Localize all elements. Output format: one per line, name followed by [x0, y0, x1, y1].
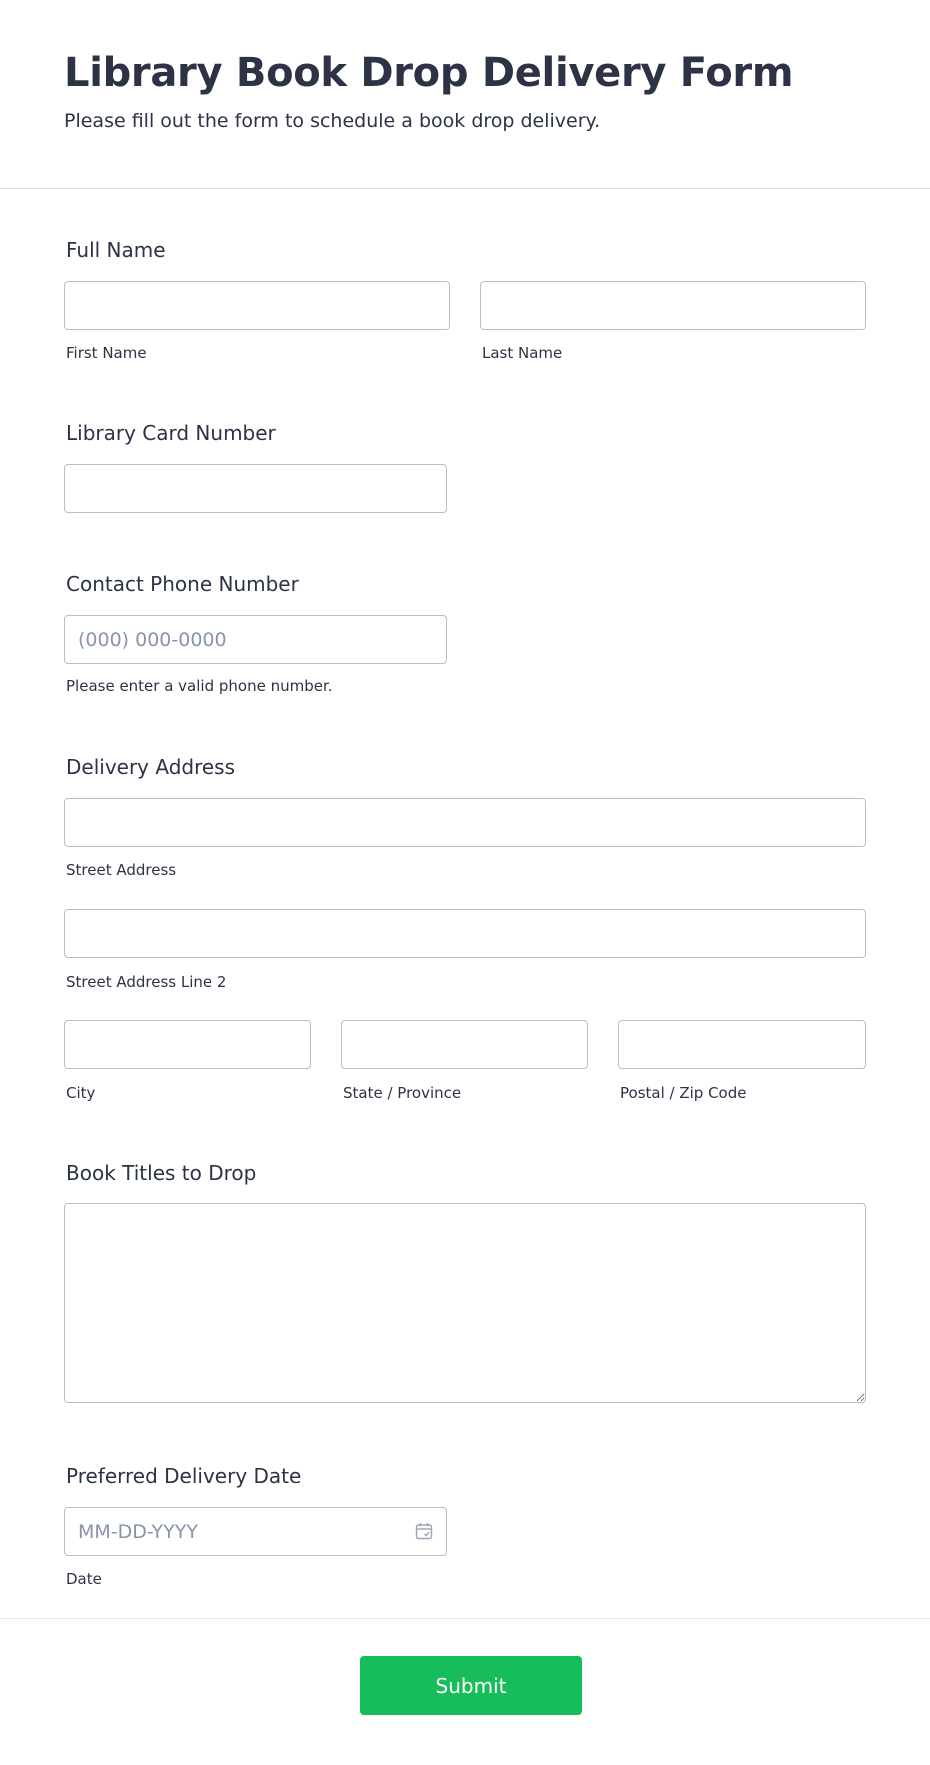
last-name-input[interactable]: [480, 281, 866, 330]
phone-input[interactable]: [64, 615, 447, 664]
street-address-sublabel: Street Address: [66, 861, 177, 879]
state-sublabel: State / Province: [343, 1084, 462, 1102]
phone-hint: Please enter a valid phone number.: [66, 677, 333, 695]
delivery-date-input[interactable]: [64, 1507, 447, 1556]
form-subtitle: Please fill out the form to schedule a book drop delivery.: [64, 110, 601, 132]
city-input[interactable]: [64, 1020, 311, 1069]
library-card-label: Library Card Number: [66, 421, 276, 445]
delivery-date-label: Preferred Delivery Date: [66, 1464, 302, 1488]
footer-divider: [0, 1618, 930, 1619]
delivery-date-sublabel: Date: [66, 1570, 102, 1588]
phone-label: Contact Phone Number: [66, 572, 299, 596]
street-address-line2-sublabel: Street Address Line 2: [66, 973, 227, 991]
state-input[interactable]: [341, 1020, 588, 1069]
form-header: [0, 0, 930, 189]
zip-input[interactable]: [618, 1020, 866, 1069]
calendar-icon[interactable]: [415, 1522, 433, 1540]
book-titles-label: Book Titles to Drop: [66, 1161, 257, 1185]
full-name-label: Full Name: [66, 238, 166, 262]
first-name-input[interactable]: [64, 281, 450, 330]
first-name-sublabel: First Name: [66, 344, 147, 362]
book-titles-textarea[interactable]: [64, 1203, 866, 1403]
submit-button[interactable]: Submit: [360, 1656, 582, 1715]
street-address-line2-input[interactable]: [64, 909, 866, 958]
street-address-input[interactable]: [64, 798, 866, 847]
form-title: Library Book Drop Delivery Form: [64, 50, 794, 96]
last-name-sublabel: Last Name: [482, 344, 563, 362]
zip-sublabel: Postal / Zip Code: [620, 1084, 747, 1102]
library-card-input[interactable]: [64, 464, 447, 513]
delivery-address-label: Delivery Address: [66, 755, 236, 779]
city-sublabel: City: [66, 1084, 96, 1102]
